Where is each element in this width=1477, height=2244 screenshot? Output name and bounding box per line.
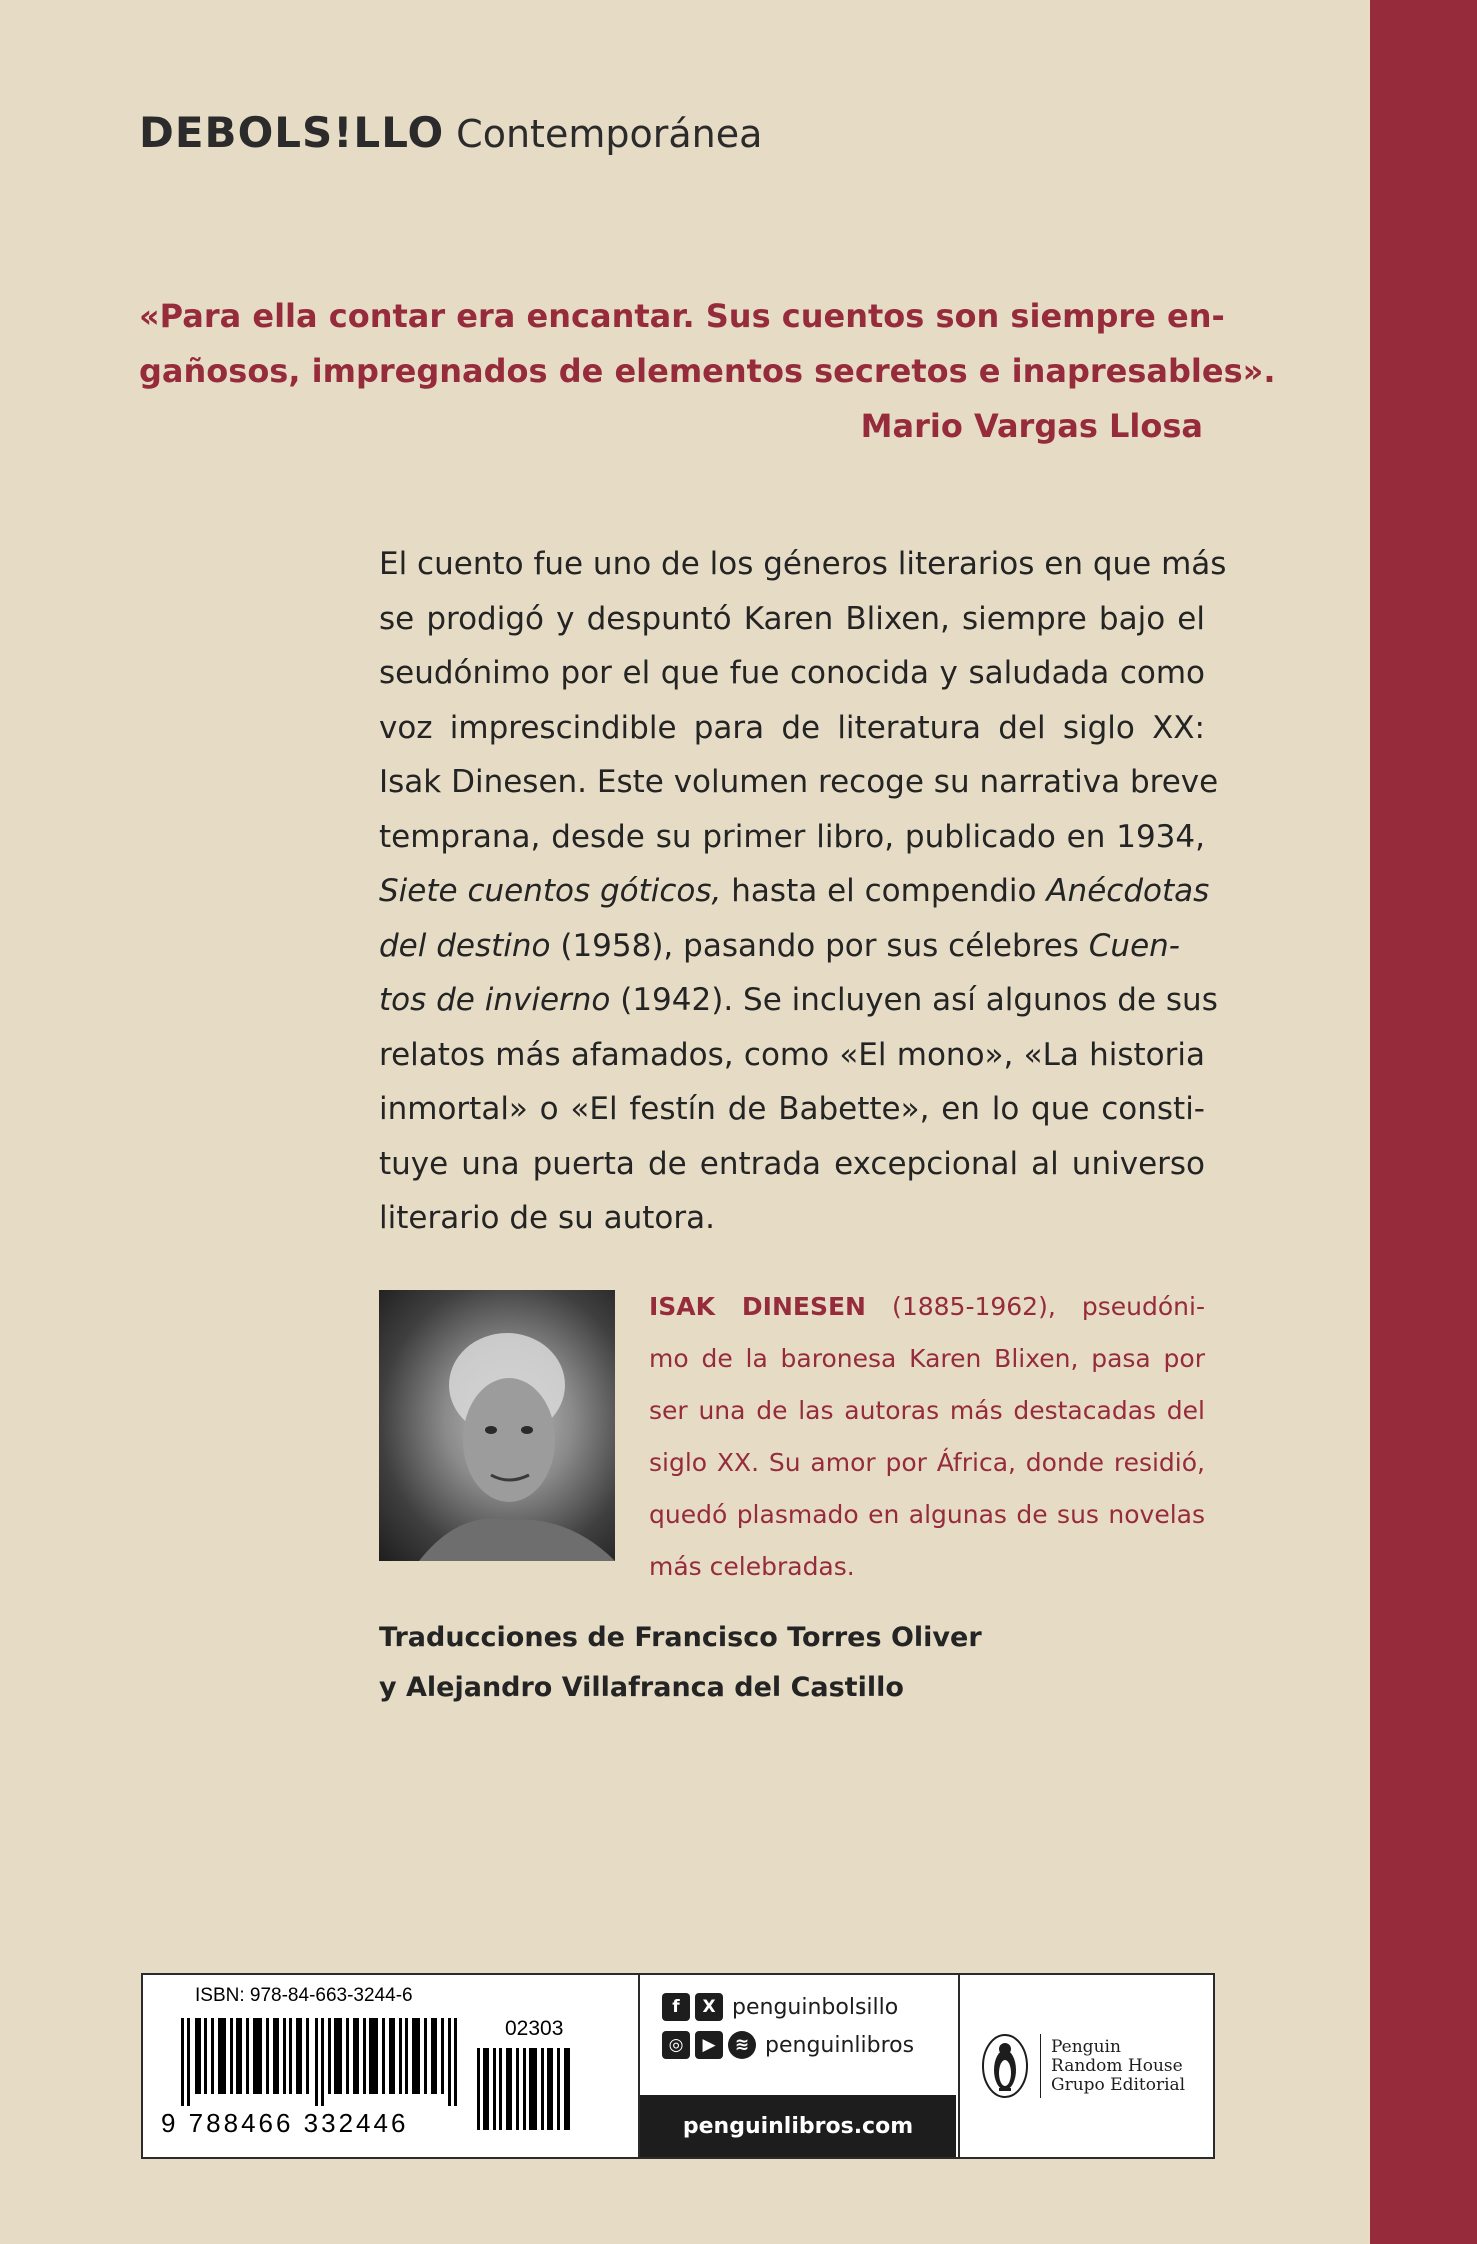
- x-icon[interactable]: X: [695, 1993, 723, 2021]
- social-handle[interactable]: penguinbolsillo: [732, 1994, 899, 2020]
- blurb-line: literario de su autora.: [379, 1200, 715, 1236]
- publisher-divider: [1040, 2034, 1041, 2098]
- barcode-digits: 9 788466 332446: [161, 2108, 409, 2138]
- critic-quote: [139, 289, 1276, 454]
- social-row-bolsillo: [662, 1993, 898, 2021]
- book-title-italic: Anécdotas: [1046, 873, 1210, 909]
- quote-author: Mario Vargas Llosa: [860, 407, 1203, 445]
- book-spine: [1370, 0, 1477, 2244]
- bio-line: siglo XX. Su amor por África, donde residió,: [649, 1448, 1205, 1477]
- author-bio: [649, 1281, 1205, 1593]
- publisher-logo: [960, 1975, 1213, 2157]
- bio-line: [649, 1281, 1205, 1333]
- blurb-line: tuye una puerta de entrada excepcional al universo: [379, 1145, 1205, 1182]
- publisher-name: [1051, 2038, 1185, 2095]
- blurb-line: seudónimo por el que fue conocida y saludada como: [379, 655, 1205, 691]
- addon-barcode: [477, 2048, 571, 2130]
- bio-line: quedó plasmado en algunas de sus novelas: [649, 1500, 1205, 1529]
- website-link[interactable]: penguinlibros.com: [640, 2095, 956, 2157]
- blurb-line: temprana, desde su primer libro, publicado en 1934,: [379, 818, 1205, 855]
- quote-line: «Para ella contar era encantar. Sus cuentos son siempre en-: [139, 297, 1225, 335]
- blurb-line: [379, 919, 1205, 974]
- book-title-italic: del destino: [379, 927, 551, 964]
- youtube-icon[interactable]: ▶: [695, 2031, 723, 2059]
- series-name: Contemporánea: [456, 112, 763, 156]
- book-title-italic: tos de invierno: [379, 982, 611, 1018]
- translator-credits: [379, 1613, 982, 1713]
- barcode-area: [143, 1975, 640, 2157]
- publisher-brand: [139, 108, 762, 157]
- book-blurb: [379, 537, 1227, 1246]
- price-addon-code: 02303: [505, 2017, 564, 2040]
- blurb-text: (1958), pasando por sus célebres: [550, 927, 1089, 964]
- book-title-italic: Siete cuentos góticos,: [379, 873, 722, 909]
- social-handle[interactable]: penguinlibros: [765, 2032, 915, 2058]
- publisher-name-line: Random House: [1051, 2055, 1183, 2076]
- blurb-line: inmortal» o «El festín de Babette», en lo que consti-: [379, 1091, 1205, 1127]
- isbn-text: ISBN: 978-84-663-3244-6: [195, 1985, 413, 2006]
- blurb-line: Isak Dinesen. Este volumen recoge su narrativa breve: [379, 764, 1219, 800]
- facebook-icon[interactable]: f: [662, 1993, 690, 2021]
- instagram-icon[interactable]: ◎: [662, 2031, 690, 2059]
- bio-line: ser una de las autoras más destacadas del: [649, 1396, 1205, 1425]
- bio-line: mo de la baronesa Karen Blixen, pasa por: [649, 1344, 1205, 1373]
- quote-line: gañosos, impregnados de elementos secretos e inapresables».: [139, 352, 1276, 390]
- publisher-name-line: Grupo Editorial: [1051, 2074, 1186, 2095]
- author-photo: [379, 1290, 615, 1561]
- blurb-line: [379, 973, 1218, 1028]
- debolsillo-logo: DEBOLS!LLO: [139, 108, 445, 157]
- author-name: ISAK DINESEN: [649, 1292, 866, 1321]
- blurb-line: [379, 864, 1210, 919]
- spotify-icon[interactable]: ≋: [728, 2031, 756, 2059]
- credits-line: y Alejandro Villafranca del Castillo: [379, 1672, 904, 1703]
- blurb-text: (1942). Se incluyen así algunos de sus: [610, 982, 1218, 1018]
- credits-line: Traducciones de Francisco Torres Oliver: [379, 1622, 982, 1653]
- publisher-name-line: Penguin: [1051, 2036, 1121, 2057]
- blurb-line: relatos más afamados, como «El mono», «La historia: [379, 1036, 1205, 1073]
- book-title-italic: Cuen-: [1088, 927, 1180, 964]
- bio-text: (1885-1962), pseudóni-: [865, 1292, 1205, 1321]
- ean-barcode: [181, 2018, 457, 2106]
- bio-line: más celebradas.: [649, 1552, 855, 1581]
- author-portrait-image: [379, 1290, 615, 1561]
- blurb-line: se prodigó y despuntó Karen Blixen, siempre bajo el: [379, 600, 1205, 637]
- penguin-logo-icon: [980, 2033, 1030, 2099]
- blurb-line: El cuento fue uno de los géneros literarios en que más: [379, 546, 1227, 582]
- blurb-text: hasta el compendio: [721, 873, 1047, 909]
- social-links: [640, 1975, 960, 2157]
- back-info-box: [141, 1973, 1215, 2159]
- social-row-libros: [662, 2031, 914, 2059]
- blurb-line: voz imprescindible para de literatura del siglo XX:: [379, 709, 1205, 746]
